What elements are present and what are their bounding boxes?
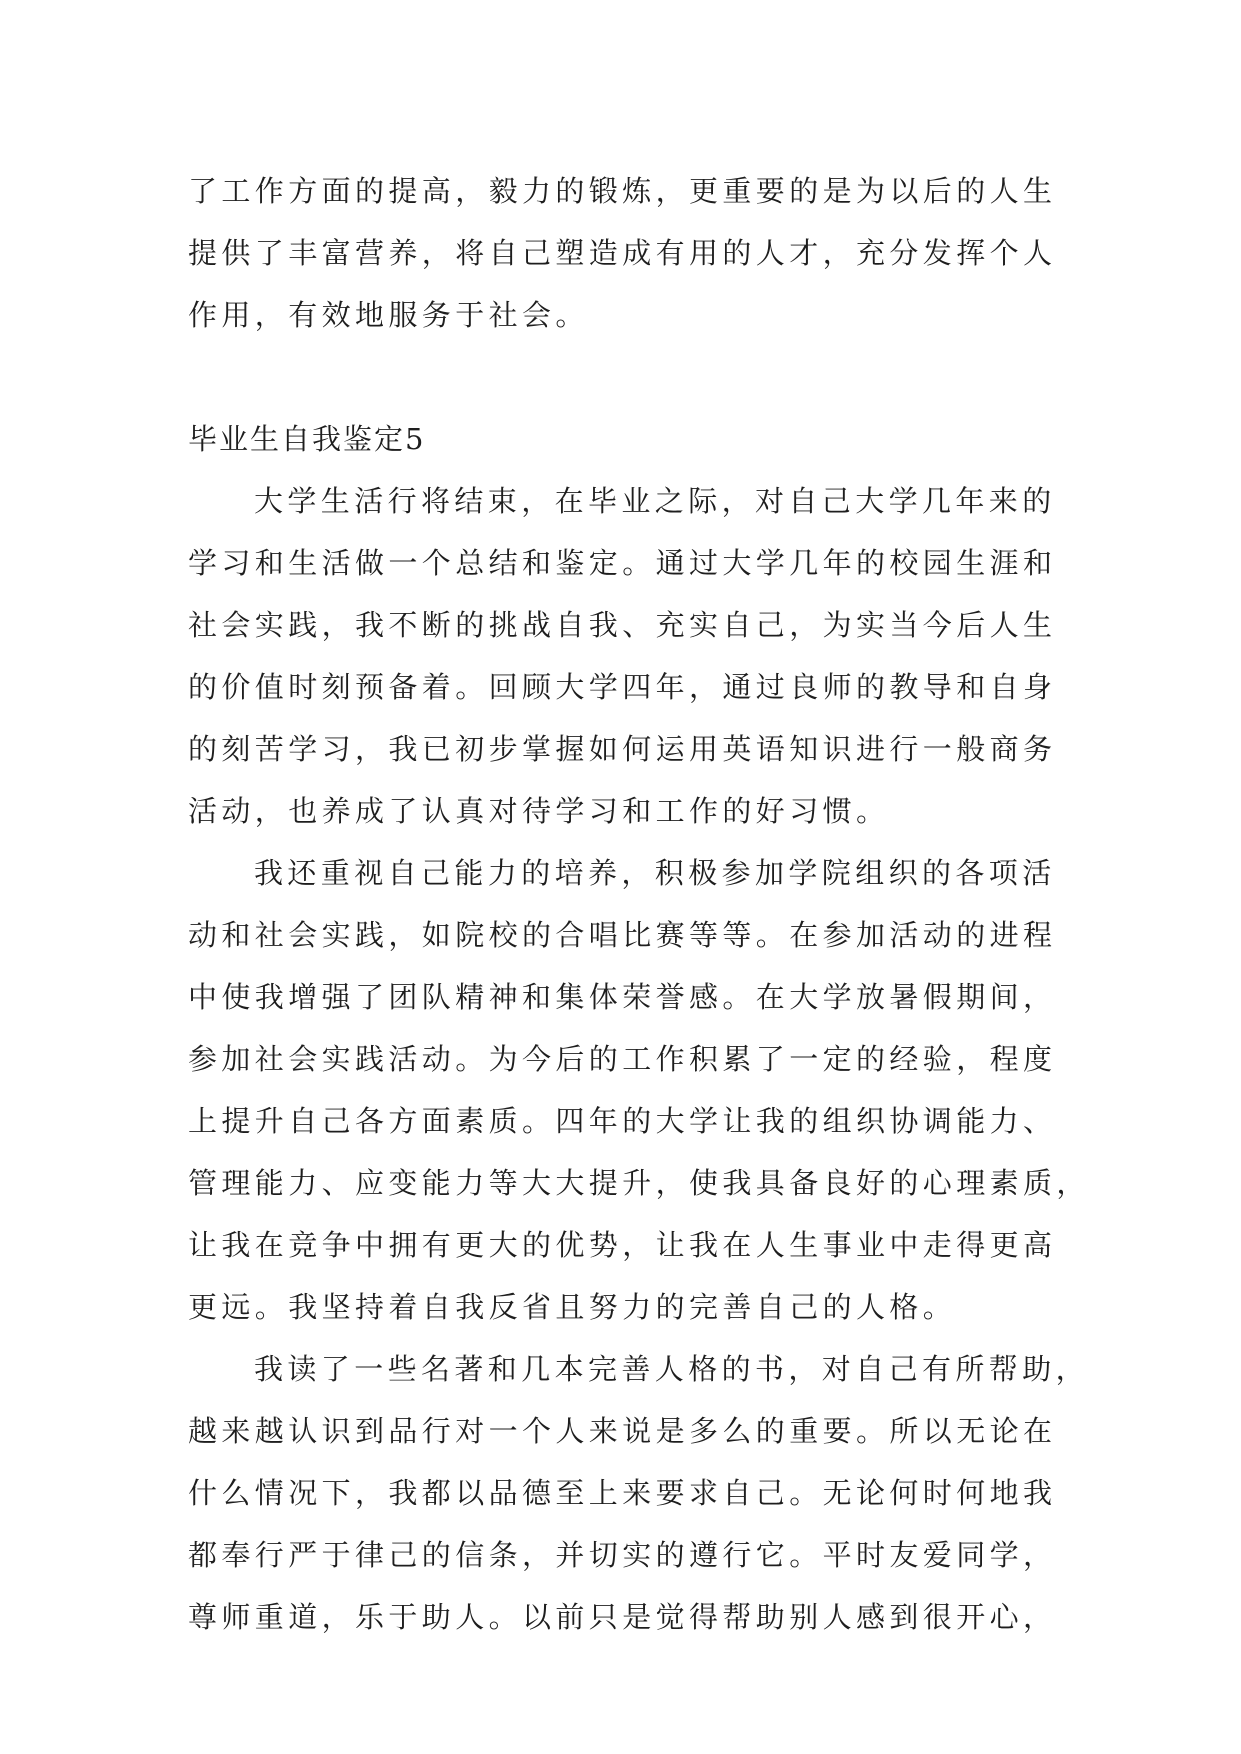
text-line: 大学生活行将结束，在毕业之际，对自己大学几年来的	[254, 484, 1056, 518]
text-line: 学习和生活做一个总结和鉴定。通过大学几年的校园生涯和	[188, 546, 1057, 580]
text-line: 社会实践，我不断的挑战自我、充实自己，为实当今后人生	[188, 608, 1057, 642]
text-line: 提供了丰富营养，将自己塑造成有用的人才，充分发挥个人	[188, 236, 1057, 270]
section-title: 毕业生自我鉴定5	[188, 422, 426, 456]
intro-paragraph	[188, 160, 1068, 346]
text-line: 都奉行严于律己的信条，并切实的遵行它。平时友爱同学，	[188, 1538, 1057, 1572]
text-line: 尊师重道，乐于助人。以前只是觉得帮助别人感到很开心，	[188, 1600, 1057, 1634]
text-line: 管理能力、应变能力等大大提升，使我具备良好的心理素质，	[188, 1166, 1090, 1200]
paragraph-2	[188, 842, 1090, 1338]
text-line: 了工作方面的提高，毅力的锻炼，更重要的是为以后的人生	[188, 174, 1057, 208]
text-line: 活动，也养成了认真对待学习和工作的好习惯。	[188, 794, 890, 828]
text-line: 动和社会实践，如院校的合唱比赛等等。在参加活动的进程	[188, 918, 1057, 952]
text-line: 上提升自己各方面素质。四年的大学让我的组织协调能力、	[188, 1104, 1057, 1138]
text-line: 的刻苦学习，我已初步掌握如何运用英语知识进行一般商务	[188, 732, 1057, 766]
document-body	[188, 160, 1090, 1648]
paragraph-spacer	[188, 346, 1068, 408]
text-line: 什么情况下，我都以品德至上来要求自己。无论何时何地我	[188, 1476, 1057, 1510]
paragraph-3	[188, 1338, 1090, 1648]
text-line: 的价值时刻预备着。回顾大学四年，通过良师的教导和自身	[188, 670, 1057, 704]
text-line: 中使我增强了团队精神和集体荣誉感。在大学放暑假期间，	[188, 980, 1057, 1014]
text-line: 我读了一些名著和几本完善人格的书，对自己有所帮助，	[254, 1352, 1090, 1386]
text-line: 作用，有效地服务于社会。	[188, 298, 589, 332]
text-line: 参加社会实践活动。为今后的工作积累了一定的经验，程度	[188, 1042, 1057, 1076]
text-line: 更远。我坚持着自我反省且努力的完善自己的人格。	[188, 1290, 957, 1324]
paragraph-1	[188, 470, 1068, 842]
text-line: 越来越认识到品行对一个人来说是多么的重要。所以无论在	[188, 1414, 1057, 1448]
text-line: 我还重视自己能力的培养，积极参加学院组织的各项活	[254, 856, 1056, 890]
text-line: 让我在竞争中拥有更大的优势，让我在人生事业中走得更高	[188, 1228, 1057, 1262]
